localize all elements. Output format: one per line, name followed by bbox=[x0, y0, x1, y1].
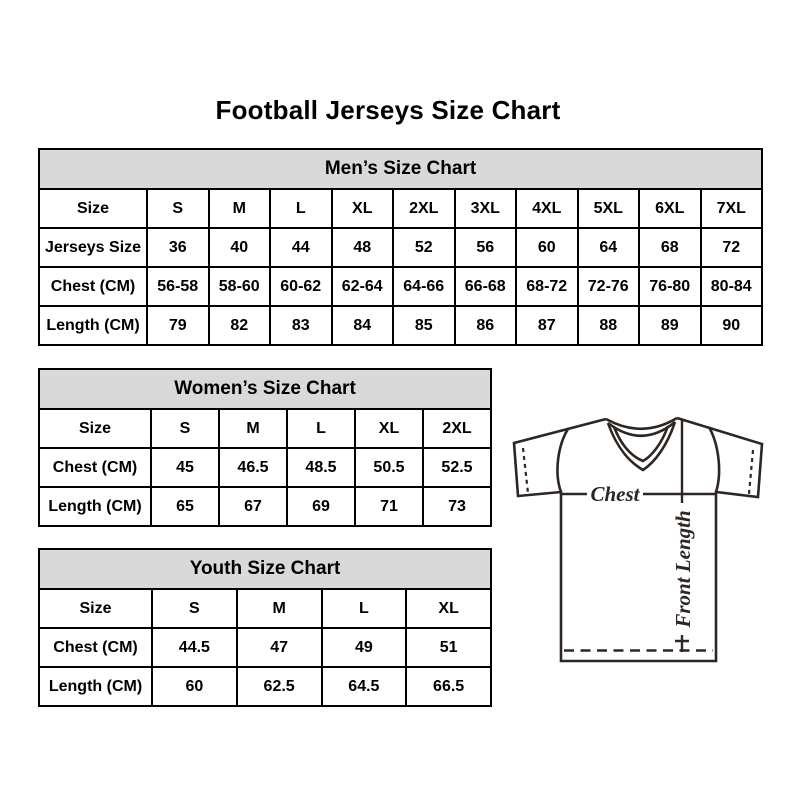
data-cell: 44.5 bbox=[152, 628, 237, 667]
data-cell: 87 bbox=[516, 306, 578, 345]
data-cell: L bbox=[287, 409, 355, 448]
left-armhole-seam bbox=[557, 429, 568, 492]
page-title: Football Jerseys Size Chart bbox=[215, 95, 561, 125]
data-cell: 85 bbox=[393, 306, 455, 345]
row-header-cell: Jerseys Size bbox=[39, 228, 147, 267]
mens-size-table bbox=[38, 148, 763, 346]
table-row bbox=[39, 228, 762, 267]
table-row bbox=[39, 409, 491, 448]
youth-table-title: Youth Size Chart bbox=[39, 549, 491, 589]
data-cell: 45 bbox=[151, 448, 219, 487]
table-title-row bbox=[39, 549, 491, 589]
data-cell: 79 bbox=[147, 306, 209, 345]
data-cell: 46.5 bbox=[219, 448, 287, 487]
youth-size-table bbox=[38, 548, 492, 707]
row-header-cell: Chest (CM) bbox=[39, 267, 147, 306]
data-cell: 40 bbox=[209, 228, 271, 267]
data-cell: 68-72 bbox=[516, 267, 578, 306]
row-header-cell: Length (CM) bbox=[39, 306, 147, 345]
table-row bbox=[39, 487, 491, 526]
data-cell: 83 bbox=[270, 306, 332, 345]
table-title-row bbox=[39, 369, 491, 409]
jersey-diagram-svg bbox=[504, 399, 776, 675]
data-cell: 76-80 bbox=[639, 267, 701, 306]
mens-table-title: Men’s Size Chart bbox=[39, 149, 762, 189]
data-cell: S bbox=[151, 409, 219, 448]
data-cell: 88 bbox=[578, 306, 640, 345]
data-cell: 64.5 bbox=[322, 667, 407, 706]
data-cell: 72 bbox=[701, 228, 763, 267]
womens-table-title: Women’s Size Chart bbox=[39, 369, 491, 409]
table-row bbox=[39, 667, 491, 706]
row-header-cell: Size bbox=[39, 409, 151, 448]
front-length-label: Front Length bbox=[671, 510, 695, 628]
data-cell: 62.5 bbox=[237, 667, 322, 706]
data-cell: S bbox=[152, 589, 237, 628]
data-cell: XL bbox=[406, 589, 491, 628]
data-cell: 86 bbox=[455, 306, 517, 345]
womens-size-table bbox=[38, 368, 492, 527]
data-cell: 60 bbox=[152, 667, 237, 706]
data-cell: 64-66 bbox=[393, 267, 455, 306]
data-cell: L bbox=[270, 189, 332, 228]
data-cell: 60-62 bbox=[270, 267, 332, 306]
data-cell: 48 bbox=[332, 228, 394, 267]
table-row bbox=[39, 306, 762, 345]
right-armhole-seam bbox=[709, 427, 719, 492]
data-cell: 36 bbox=[147, 228, 209, 267]
data-cell: 50.5 bbox=[355, 448, 423, 487]
data-cell: 6XL bbox=[639, 189, 701, 228]
data-cell: 2XL bbox=[393, 189, 455, 228]
data-cell: XL bbox=[332, 189, 394, 228]
data-cell: 51 bbox=[406, 628, 491, 667]
data-cell: M bbox=[219, 409, 287, 448]
row-header-cell: Size bbox=[39, 589, 152, 628]
data-cell: 44 bbox=[270, 228, 332, 267]
data-cell: 4XL bbox=[516, 189, 578, 228]
data-cell: 49 bbox=[322, 628, 407, 667]
data-cell: 65 bbox=[151, 487, 219, 526]
jersey-measurement-diagram bbox=[504, 399, 776, 675]
data-cell: 89 bbox=[639, 306, 701, 345]
data-cell: 69 bbox=[287, 487, 355, 526]
data-cell: 67 bbox=[219, 487, 287, 526]
table-row bbox=[39, 628, 491, 667]
table-row bbox=[39, 189, 762, 228]
data-cell: S bbox=[147, 189, 209, 228]
data-cell: 64 bbox=[578, 228, 640, 267]
data-cell: 62-64 bbox=[332, 267, 394, 306]
data-cell: 5XL bbox=[578, 189, 640, 228]
table-row bbox=[39, 589, 491, 628]
data-cell: 66-68 bbox=[455, 267, 517, 306]
table-row bbox=[39, 448, 491, 487]
data-cell: 68 bbox=[639, 228, 701, 267]
data-cell: 3XL bbox=[455, 189, 517, 228]
data-cell: 2XL bbox=[423, 409, 491, 448]
table-row bbox=[39, 267, 762, 306]
data-cell: 47 bbox=[237, 628, 322, 667]
data-cell: 73 bbox=[423, 487, 491, 526]
data-cell: 52.5 bbox=[423, 448, 491, 487]
row-header-cell: Chest (CM) bbox=[39, 628, 152, 667]
data-cell: 66.5 bbox=[406, 667, 491, 706]
data-cell: XL bbox=[355, 409, 423, 448]
data-cell: M bbox=[237, 589, 322, 628]
row-header-cell: Chest (CM) bbox=[39, 448, 151, 487]
data-cell: 80-84 bbox=[701, 267, 763, 306]
row-header-cell: Size bbox=[39, 189, 147, 228]
data-cell: 90 bbox=[701, 306, 763, 345]
chest-label: Chest bbox=[590, 482, 640, 506]
data-cell: M bbox=[209, 189, 271, 228]
data-cell: 60 bbox=[516, 228, 578, 267]
data-cell: 7XL bbox=[701, 189, 763, 228]
data-cell: 84 bbox=[332, 306, 394, 345]
left-cuff-stitch-line bbox=[523, 448, 528, 493]
data-cell: 56-58 bbox=[147, 267, 209, 306]
row-header-cell: Length (CM) bbox=[39, 667, 152, 706]
data-cell: 52 bbox=[393, 228, 455, 267]
data-cell: 82 bbox=[209, 306, 271, 345]
right-cuff-stitch-line bbox=[749, 450, 753, 494]
table-title-row bbox=[39, 149, 762, 189]
data-cell: 58-60 bbox=[209, 267, 271, 306]
data-cell: 71 bbox=[355, 487, 423, 526]
jersey-outline bbox=[514, 418, 762, 661]
row-header-cell: Length (CM) bbox=[39, 487, 151, 526]
data-cell: 56 bbox=[455, 228, 517, 267]
data-cell: L bbox=[322, 589, 407, 628]
data-cell: 48.5 bbox=[287, 448, 355, 487]
data-cell: 72-76 bbox=[578, 267, 640, 306]
